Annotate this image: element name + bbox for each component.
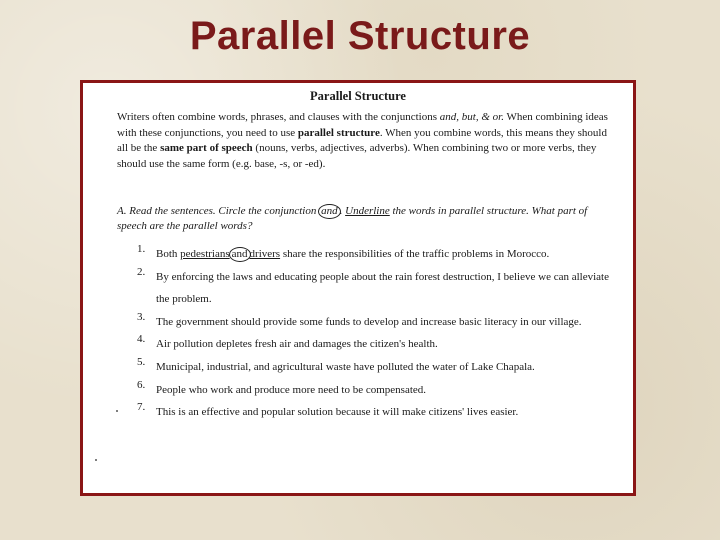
list-item	[137, 333, 621, 356]
item-text: People who work and produce more need to be compensated.	[156, 383, 427, 396]
scan-speck	[116, 410, 118, 412]
underlined-word: pedestrians	[180, 248, 230, 260]
intro-text-3: . When you combine words, this means they should all be the	[117, 126, 607, 154]
list-item	[137, 356, 621, 379]
document-title: Parallel Structure	[310, 89, 406, 103]
list-item	[137, 266, 621, 311]
item-text-pre: Both	[156, 248, 181, 260]
item-number: 1.	[137, 243, 146, 255]
instructions	[117, 204, 619, 234]
circled-and: and	[229, 247, 251, 262]
term-parallel-structure: parallel structure	[297, 126, 380, 139]
instructions-text-b: .	[339, 205, 346, 217]
item-text: The government should provide some funds to develop and increase basic literacy in our village.	[156, 315, 582, 328]
item-number: 6.	[137, 378, 146, 391]
conjunctions-list: and, but, & or.	[439, 111, 504, 123]
scan-speck	[95, 459, 97, 461]
item-text: By enforcing the laws and educating people about the rain forest destruction, I believe we can alleviate the problem.	[156, 270, 609, 306]
circled-and: and	[318, 204, 341, 219]
intro-text-2: When combining ideas with these conjunctions, you need to use	[117, 111, 608, 139]
list-item	[137, 379, 621, 402]
list-item	[137, 401, 621, 424]
instructions-text-c: the words in parallel structure. What part of speech are the parallel words?	[117, 205, 588, 232]
sentence-list	[137, 243, 621, 424]
underline-word: Underline	[345, 205, 390, 217]
intro-paragraph	[117, 110, 619, 172]
list-item	[137, 311, 621, 334]
item-text	[156, 243, 621, 266]
underlined-word: drivers	[249, 248, 281, 260]
item-number: 5.	[137, 355, 146, 368]
slide-title: Parallel Structure	[189, 14, 531, 58]
term-same-part-of-speech: same part of speech	[160, 142, 253, 154]
intro-text-4: (nouns, verbs, adjectives, adverbs). When combining two or more verbs, they should use the same form (e.g. base, -s, or -ed).	[117, 142, 597, 170]
item-number: 4.	[137, 333, 146, 346]
item-text: Air pollution depletes fresh air and damages the citizen's health.	[156, 338, 438, 351]
instructions-text-a: A. Read the sentences. Circle the conjunction	[117, 205, 320, 217]
intro-text-1: Writers often combine words, phrases, and clauses with the conjunctions	[117, 111, 440, 123]
item-text: Municipal, industrial, and agricultural waste have polluted the water of Lake Chapala.	[156, 360, 535, 373]
item-number: 7.	[137, 401, 146, 414]
list-item	[137, 243, 621, 266]
worksheet-document	[80, 80, 636, 496]
item-text: This is an effective and popular solution because it will make citizens' lives easier.	[156, 406, 519, 419]
item-text-post: share the responsibilities of the traffic problems in Morocco.	[280, 248, 550, 260]
item-number: 2.	[137, 265, 146, 278]
item-number: 3.	[137, 310, 146, 323]
